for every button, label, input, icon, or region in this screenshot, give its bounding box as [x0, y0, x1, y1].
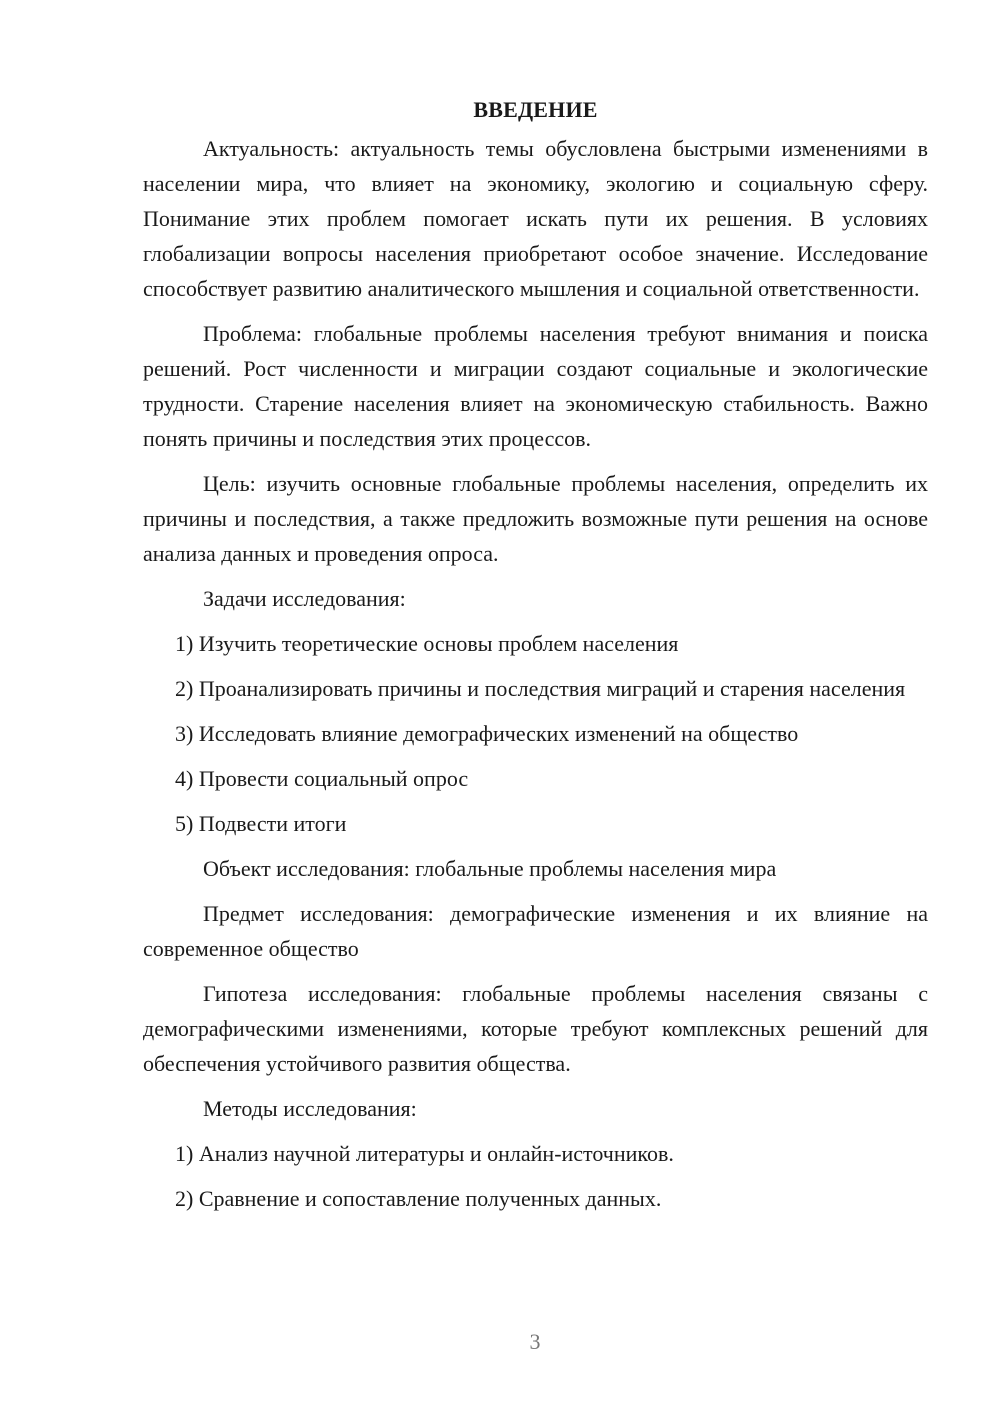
- paragraph-subject: Предмет исследования: демографические изменения и их влияние на современное общество: [143, 901, 928, 961]
- method-item-2: 2) Сравнение и сопоставление полученных данных.: [175, 1186, 662, 1211]
- page-number: 3: [529, 1329, 541, 1354]
- section-title: ВВЕДЕНИЕ: [473, 97, 598, 122]
- methods-heading: Методы исследования:: [203, 1096, 417, 1121]
- task-item-3: 3) Исследовать влияние демографических изменений на общество: [175, 721, 799, 746]
- paragraph-hypothesis: Гипотеза исследования: глобальные проблемы населения связаны с демографическими изменениями, которые требуют комплексных решений для обеспечения устойчивого развития общества.: [143, 981, 928, 1076]
- task-item-2: 2) Проанализировать причины и последствия миграций и старения населения: [175, 676, 906, 701]
- paragraph-problem: Проблема: глобальные проблемы населения требуют внимания и поиска решений. Рост численности и миграции создают социальные и экологические трудности. Старение населения влияет на экономическую стабильность. Важно понять причины и последствия этих процессов.: [143, 321, 928, 451]
- method-item-1: 1) Анализ научной литературы и онлайн-источников.: [175, 1141, 674, 1166]
- task-item-1: 1) Изучить теоретические основы проблем населения: [175, 631, 679, 656]
- task-item-5: 5) Подвести итоги: [175, 811, 347, 836]
- paragraph-goal: Цель: изучить основные глобальные проблемы населения, определить их причины и последствия, а также предложить возможные пути решения на основе анализа данных и проведения опроса.: [143, 471, 928, 566]
- tasks-heading: Задачи исследования:: [203, 586, 406, 611]
- paragraph-relevance: Актуальность: актуальность темы обусловлена быстрыми изменениями в населении мира, что влияет на экономику, экологию и социальную сферу. Понимание этих проблем помогает искать пути их решения. В условиях глобализации вопросы населения приобретают особое значение. Исследование способствует развитию аналитического мышления и социальной ответственности.: [143, 136, 928, 301]
- document-page: [143, 92, 928, 1226]
- task-item-4: 4) Провести социальный опрос: [175, 766, 469, 791]
- paragraph-object: Объект исследования: глобальные проблемы населения мира: [203, 856, 777, 881]
